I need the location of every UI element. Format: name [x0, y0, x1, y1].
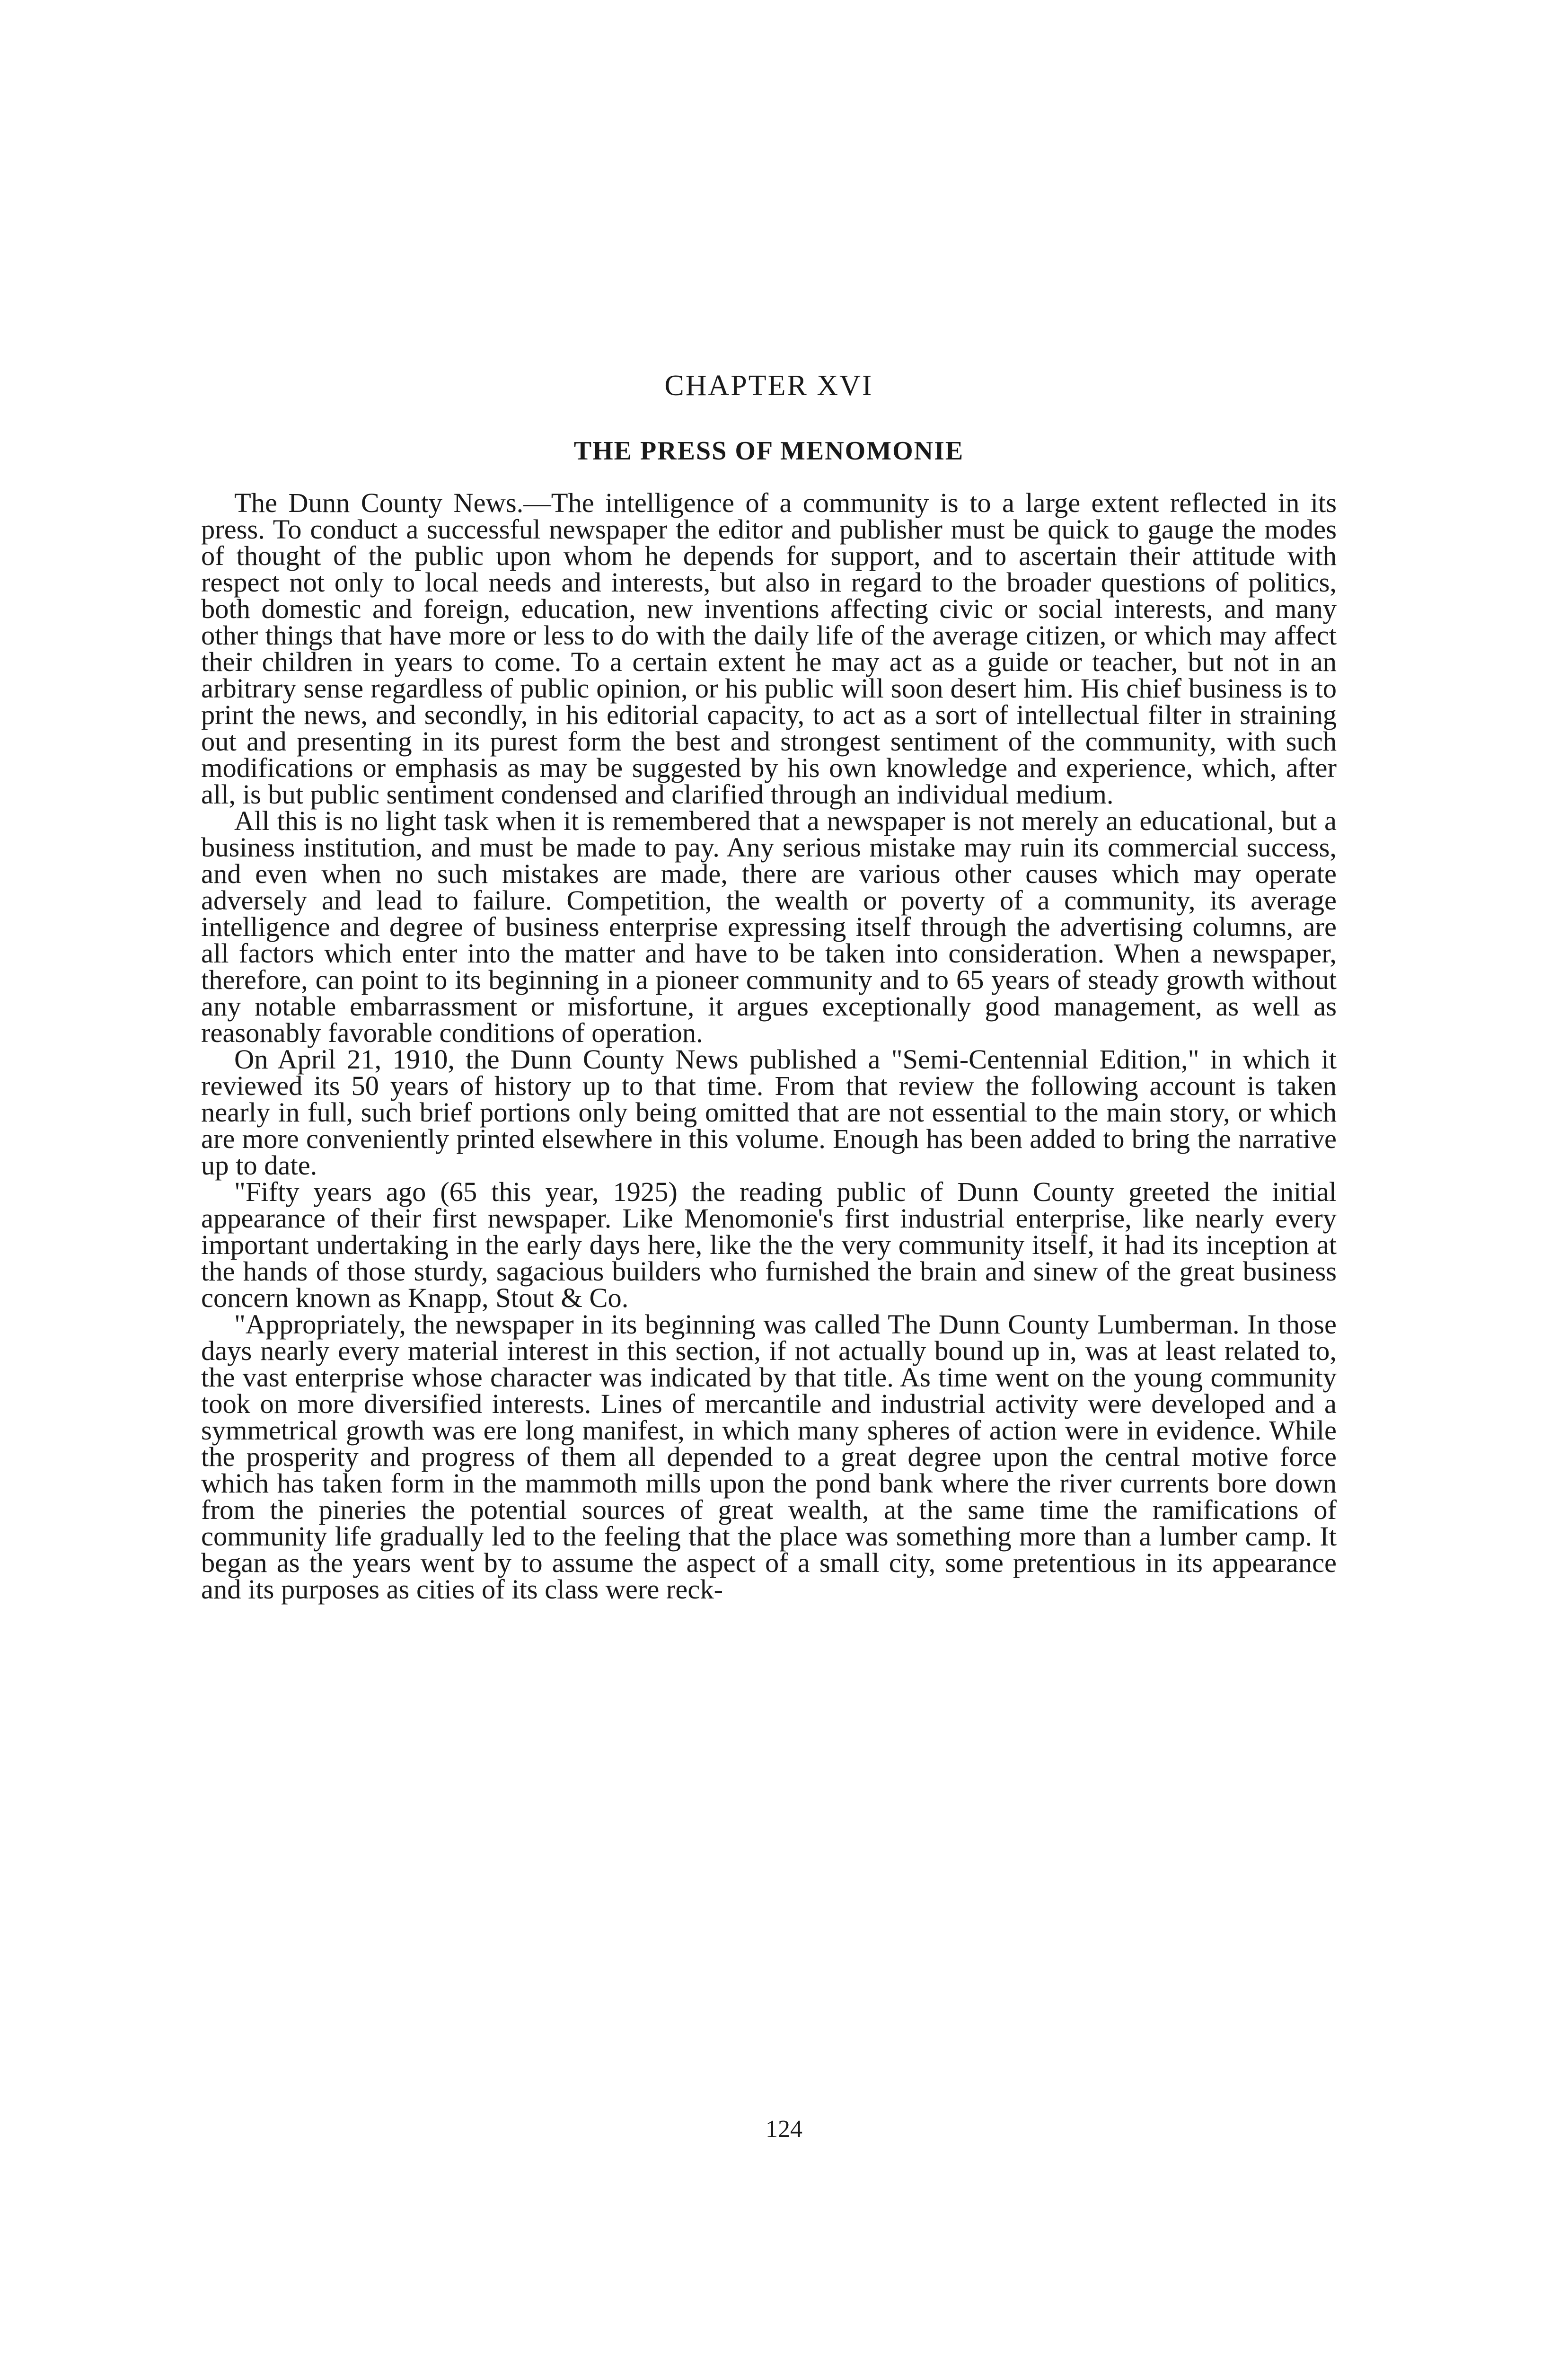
page-content: [201, 369, 1337, 1603]
chapter-title: THE PRESS OF MENOMONIE: [573, 436, 964, 466]
paragraph: All this is no light task when it is remembered that a newspaper is not merely an educational, but a business institution, and must be made to pay. Any serious mistake may ruin its commercial success, and even when no such mistakes are made, there are various other causes which may operate adversely and lead to failure. Competition, the wealth or poverty of a community, its average intelligence and degree of business enterprise expressing itself through the advertising columns, are all factors which enter into the matter and have to be taken into consideration. When a newspaper, therefore, can point to its beginning in a pioneer community and to 65 years of steady growth without any notable embarrassment or misfortune, it argues exceptionally good management, as well as reasonably favorable conditions of operation.: [201, 805, 1337, 1048]
page-number: 124: [766, 2116, 802, 2143]
body-text: [201, 487, 1337, 1605]
paragraph: On April 21, 1910, the Dunn County News published a "Semi-Centennial Edition," in which it reviewed its 50 years of history up to that time. From that review the following account is taken nearly in full, such brief portions only being omitted that are not essential to the main story, or which are more conveniently printed elsewhere in this volume. Enough has been added to bring the narrative up to date.: [201, 1044, 1337, 1181]
paragraph: "Fifty years ago (65 this year, 1925) the reading public of Dunn County greeted the initial appearance of their first newspaper. Like Menomonie's first industrial enterprise, like nearly every important undertaking in the early days here, like the the very community itself, it had its inception at the hands of those sturdy, sagacious builders who furnished the brain and sinew of the great business concern known as Knapp, Stout & Co.: [201, 1176, 1337, 1313]
chapter-number: CHAPTER XVI: [664, 370, 873, 402]
paragraph: The Dunn County News.—The intelligence of a community is to a large extent reflected in its press. To conduct a successful newspaper the editor and publisher must be quick to gauge the modes of thought of the public upon whom he depends for support, and to ascertain their attitude with respect not only to local needs and interests, but also in regard to the broader questions of politics, both domestic and foreign, education, new inventions affecting civic or social interests, and many other things that have more or less to do with the daily life of the average citizen, or which may affect their children in years to come. To a certain extent he may act as a guide or teacher, but not in an arbitrary sense regardless of public opinion, or his public will soon desert him. His chief business is to print the news, and secondly, in his editorial capacity, to act as a sort of intellectual filter in straining out and presenting in its purest form the best and strongest sentiment of the community, with such modifications or emphasis as may be suggested by his own knowledge and experience, which, after all, is but public sentiment condensed and clarified through an individual medium.: [201, 487, 1337, 810]
paragraph: "Appropriately, the newspaper in its beginning was called The Dunn County Lumberman. In those days nearly every material interest in this section, if not actually bound up in, was at least related to, the vast enterprise whose character was indicated by that title. As time went on the young community took on more diversified interests. Lines of mercantile and industrial activity were developed and a symmetrical growth was ere long manifest, in which many spheres of action were in evidence. While the prosperity and progress of them all depended to a great degree upon the central motive force which has taken form in the mammoth mills upon the pond bank where the river currents bore down from the pineries the potential sources of great wealth, at the same time the ramifications of community life gradually led to the feeling that the place was something more than a lumber camp. It began as the years went by to assume the aspect of a small city, some pretentious in its appearance and its purposes as cities of its class were reck-: [201, 1309, 1337, 1605]
